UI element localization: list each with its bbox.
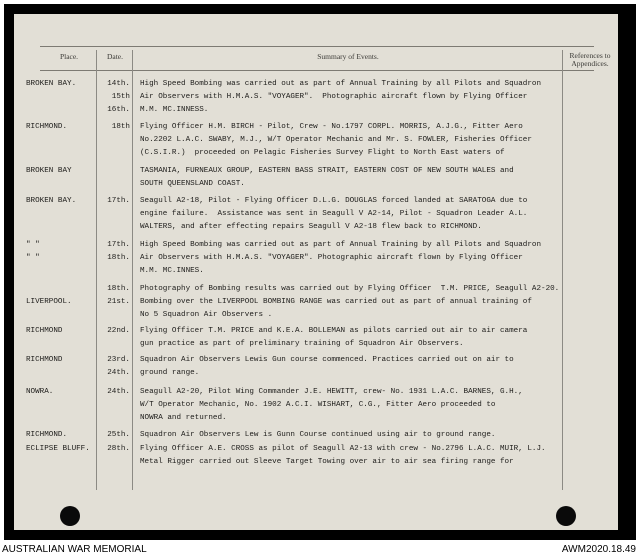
row-date: 24th. [107, 388, 130, 396]
row-place: NOWRA. [26, 388, 54, 396]
row-summary: Air Observers with H.M.A.S. "VOYAGER". Photographic aircraft flown by Flying Officer M.M. MC.INNES. [140, 254, 523, 275]
row-place: RICHMOND. [26, 123, 68, 131]
row-summary: Seagull A2-20, Pilot Wing Commander J.E. HEWITT, crew- No. 1931 L.A.C. BARNES, G.H., W/T Operator Mechanic, No. 1902 A.C.I. WISHART, C.G., Fitter Aero proceeded to NOWRA and returned. [140, 388, 523, 422]
row-date: 25th. [107, 431, 130, 439]
row-date: 18th. [107, 254, 130, 262]
row-date: 17th. [107, 197, 130, 205]
row-summary: TASMANIA, FURNEAUX GROUP, EASTERN BASS STRAIT, EASTERN COST OF NEW SOUTH WALES and SOUTH QUEENSLAND COAST. [140, 167, 514, 188]
row-place: LIVERPOOL. [26, 298, 72, 306]
row-summary: Photography of Bombing results was carried out by Flying Officer T.M. PRICE, Seagull A2-20. [140, 285, 560, 293]
header-references: References to Appendices. [569, 51, 611, 68]
row-place: RICHMOND [26, 356, 63, 364]
header-summary: Summary of Events. [317, 52, 379, 61]
row-summary: Flying Officer T.M. PRICE and K.E.A. BOLLEMAN as pilots carried out air to air camera gun practice as part of preliminary training of Squadron Air Observers. [140, 327, 528, 348]
column-divider-date [132, 50, 133, 490]
row-summary: Flying Officer A.E. CROSS as pilot of Seagull A2-13 with crew - No.2796 L.A.C. MUIR, L.J. Metal Rigger carried out Sleeve Target Towing over air to air sea firing range for [140, 445, 546, 466]
binder-hole-right [556, 506, 576, 526]
row-summary: Flying Officer H.M. BIRCH - Pilot, Crew - No.1797 CORPL. MORRIS, A.J.G., Fitter Aero No.2202 L.A.C. SWABY, M.J., W/T Operator Mechanic and Mr. S. FOWLER, Fisheries Officer (C.S.I.R.) proceeded on Pelagic Fisheries Survey Flight to North East waters of [140, 123, 532, 157]
row-date: 14th. 15th 16th. [107, 80, 130, 114]
row-place: BROKEN BAY. [26, 80, 77, 88]
header-date: Date. [106, 52, 124, 61]
footer-institution: AUSTRALIAN WAR MEMORIAL [2, 544, 147, 555]
row-date: 28th. [107, 445, 130, 453]
row-summary: Squadron Air Observers Lew is Gunn Course continued using air to ground range. [140, 431, 496, 439]
row-date: 21st. [107, 298, 130, 306]
row-summary: Bombing over the LIVERPOOL BOMBING RANGE was carried out as part of annual training of No 5 Squadron Air Observers . [140, 298, 532, 319]
row-date: 18th. [107, 285, 130, 293]
footer-reference-number: AWM2020.18.49 [561, 544, 636, 555]
row-date: 17th. [107, 241, 130, 249]
row-summary: High Speed Bombing was carried out as part of Annual Training by all Pilots and Squadron Air Observers with H.M.A.S. "VOYAGER". Photographic aircraft flown by Flying Officer M.M. MC.INNESS. [140, 80, 542, 114]
row-place: " " [26, 241, 40, 249]
row-date: 23rd. 24th. [107, 356, 130, 377]
header-place: Place. [59, 52, 79, 61]
row-place: BROKEN BAY [26, 167, 72, 175]
row-summary: High Speed Bombing was carried out as part of Annual Training by all Pilots and Squadron [140, 241, 542, 249]
row-place: BROKEN BAY. [26, 197, 77, 205]
header-bottom-rule [40, 70, 594, 71]
row-date: 22nd. [107, 327, 130, 335]
column-divider-place [96, 50, 97, 490]
row-place: RICHMOND. [26, 431, 68, 439]
row-date: 18th [111, 123, 130, 131]
row-place: ECLIPSE BLUFF. [26, 445, 90, 453]
header-top-rule [40, 46, 594, 47]
row-place: " " [26, 254, 40, 262]
row-place: RICHMOND [26, 327, 63, 335]
row-summary: Squadron Air Observers Lewis Gun course commenced. Practices carried out on air to ground range. [140, 356, 514, 377]
binder-hole-left [60, 506, 80, 526]
row-summary: Seagull A2-18, Pilot - Flying Officer D.L.G. DOUGLAS forced landed at SARATOGA due to engine failure. Assistance was sent in Seagull V A2-14, Pilot - Squadron Leader A.L. WALTERS, and after effecting repairs Seagull V A2-18 flew back to RICHMOND. [140, 197, 528, 231]
